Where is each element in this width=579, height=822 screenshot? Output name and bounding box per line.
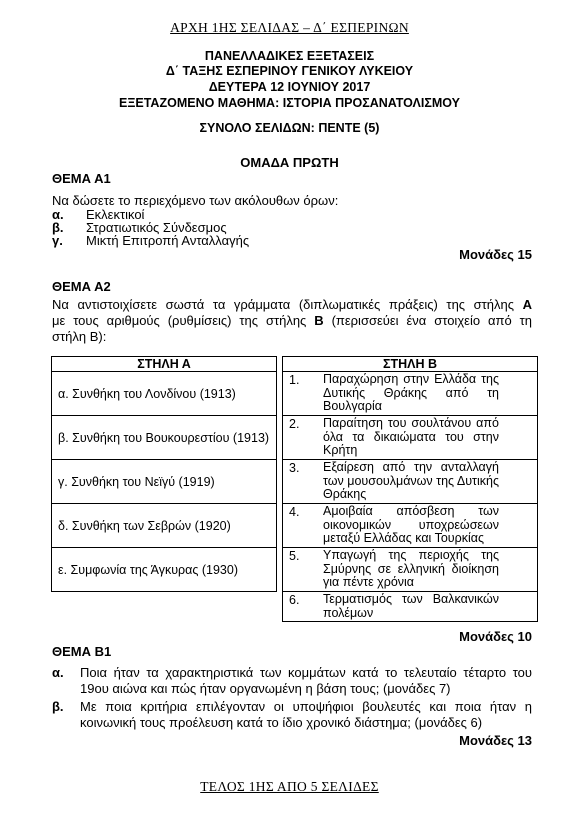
page-top-header: ΑΡΧΗ 1ΗΣ ΣΕΛΙΔΑΣ – Δ΄ ΕΣΠΕΡΙΝΩΝ bbox=[170, 20, 409, 35]
table-row bbox=[52, 460, 538, 504]
a2-prompt-line: στήλη Β): bbox=[52, 329, 107, 344]
exam-title: ΠΑΝΕΛΛΑΔΙΚΕΣ ΕΞΕΤΑΣΕΙΣ bbox=[204, 49, 375, 63]
theme-a1-prompt: Να δώσετε το περιεχόμενο των ακόλουθων όρων: bbox=[52, 193, 339, 208]
column-b-cell bbox=[283, 416, 538, 460]
column-b-cell bbox=[283, 372, 538, 416]
column-b-number: 4. bbox=[289, 505, 300, 519]
column-b-text: Παραχώρηση στην Ελλάδα της Δυτικής Θράκης από τη Βουλγαρία bbox=[323, 372, 499, 413]
page-footer: ΤΕΛΟΣ 1ΗΣ ΑΠΟ 5 ΣΕΛΙΔΕΣ bbox=[200, 779, 379, 794]
column-b-number: 5. bbox=[289, 549, 300, 563]
table-header-row bbox=[52, 357, 538, 372]
theme-b1-title: ΘΕΜΑ Β1 bbox=[52, 644, 112, 659]
class-title: Δ΄ ΤΑΞΗΣ ΕΣΠΕΡΙΝΟΥ ΓΕΝΙΚΟΥ ΛΥΚΕΙΟΥ bbox=[165, 64, 414, 78]
theme-a2-title: ΘΕΜΑ Α2 bbox=[52, 279, 111, 294]
column-b-cell bbox=[283, 592, 538, 622]
exam-subject: ΕΞΕΤΑΖΟΜΕΝΟ ΜΑΘΗΜΑ: ΙΣΤΟΡΙΑ ΠΡΟΣΑΝΑΤΟΛΙΣΜΟΥ bbox=[119, 96, 460, 110]
a1-term-item bbox=[52, 233, 249, 249]
a2-prompt-text: με τους αριθμούς (ρυθμίσεις) της στήλης bbox=[52, 313, 307, 328]
column-b-text: Υπαγωγή της περιοχής της Σμύρνης σε ελληνική διοίκηση για πέντε χρόνια bbox=[323, 548, 499, 589]
column-a-header: ΣΤΗΛΗ Α bbox=[52, 357, 277, 372]
a2-prompt-text: Να αντιστοιχίσετε σωστά τα γράμματα (διπλωματικές πράξεις) της στήλης bbox=[52, 297, 515, 312]
b1-question-text: Ποια ήταν τα χαρακτηριστικά των κομμάτων κατά το τελευταίο τέταρτο του 19ου αιώνα και πώς ήταν οργανωμένη η βάση τους; (μονάδες 7) bbox=[80, 665, 532, 696]
column-b-text: Τερματισμός των Βαλκανικών πολέμων bbox=[323, 592, 499, 620]
column-b-header: ΣΤΗΛΗ Β bbox=[283, 357, 538, 372]
column-b-cell bbox=[283, 504, 538, 548]
a2-col-a-ref: Α bbox=[522, 297, 532, 312]
table-row bbox=[52, 548, 538, 592]
column-b-number: 2. bbox=[289, 417, 300, 431]
a2-prompt-line bbox=[52, 297, 532, 313]
theme-a2-prompt bbox=[52, 297, 532, 345]
column-a-cell: γ. Συνθήκη του Νεϊγύ (1919) bbox=[52, 460, 277, 504]
b1-marks: Μονάδες 13 bbox=[459, 733, 532, 748]
column-b-text: Παραίτηση του σουλτάνου από όλα τα δικαιώματα του στην Κρήτη bbox=[323, 416, 499, 457]
a1-term-text: Στρατιωτικός Σύνδεσμος bbox=[86, 220, 227, 235]
table-row bbox=[52, 372, 538, 416]
column-a-cell: δ. Συνθήκη των Σεβρών (1920) bbox=[52, 504, 277, 548]
column-b-text: Αμοιβαία απόσβεση των οικονομικών υποχρεώσεων μεταξύ Ελλάδας και Τουρκίας bbox=[323, 504, 499, 545]
a2-col-b-ref: Β bbox=[314, 313, 324, 328]
a1-term-label: β. bbox=[52, 220, 64, 235]
a1-term-text: Εκλεκτικοί bbox=[86, 207, 145, 222]
table-row bbox=[52, 504, 538, 548]
exam-date: ΔΕΥΤΕΡΑ 12 ΙΟΥΝΙΟΥ 2017 bbox=[208, 80, 371, 94]
matching-table bbox=[51, 356, 538, 622]
column-a-cell: α. Συνθήκη του Λονδίνου (1913) bbox=[52, 372, 277, 416]
b1-question-text: Με ποια κριτήρια επιλέγονταν οι υποψήφιοι βουλευτές και ποια ήταν η κοινωνική τους προέλευση κατά το ίδιο χρονικό διάστημα; (μονάδες 6) bbox=[80, 699, 532, 730]
b1-question-label: α. bbox=[52, 665, 64, 680]
a1-term-text: Μικτή Επιτροπή Ανταλλαγής bbox=[86, 233, 250, 248]
a2-prompt-text: (περισσεύει ένα στοιχείο από τη bbox=[331, 313, 532, 328]
a2-prompt-line bbox=[52, 313, 532, 329]
column-b-cell bbox=[283, 548, 538, 592]
b1-question-item bbox=[52, 665, 532, 697]
column-b-number: 1. bbox=[289, 373, 300, 387]
a2-marks: Μονάδες 10 bbox=[459, 629, 532, 644]
column-b-text: Εξαίρεση από την ανταλλαγή των μουσουλμάνων της Δυτικής Θράκης bbox=[323, 460, 499, 501]
table-row bbox=[52, 416, 538, 460]
column-a-empty bbox=[52, 592, 277, 622]
column-a-cell: ε. Συμφωνία της Άγκυρας (1930) bbox=[52, 548, 277, 592]
a1-term-label: α. bbox=[52, 207, 64, 222]
group-title: ΟΜΑΔΑ ΠΡΩΤΗ bbox=[240, 155, 339, 170]
theme-a1-title: ΘΕΜΑ Α1 bbox=[52, 171, 111, 186]
page-count: ΣΥΝΟΛΟ ΣΕΛΙΔΩΝ: ΠΕΝΤΕ (5) bbox=[199, 121, 380, 135]
column-b-number: 6. bbox=[289, 593, 300, 607]
a1-term-label: γ. bbox=[52, 233, 63, 248]
b1-question-item bbox=[52, 699, 532, 731]
table-row bbox=[52, 592, 538, 622]
column-b-cell bbox=[283, 460, 538, 504]
a1-marks: Μονάδες 15 bbox=[459, 247, 532, 262]
column-b-number: 3. bbox=[289, 461, 300, 475]
b1-question-label: β. bbox=[52, 699, 64, 714]
column-a-cell: β. Συνθήκη του Βουκουρεστίου (1913) bbox=[52, 416, 277, 460]
